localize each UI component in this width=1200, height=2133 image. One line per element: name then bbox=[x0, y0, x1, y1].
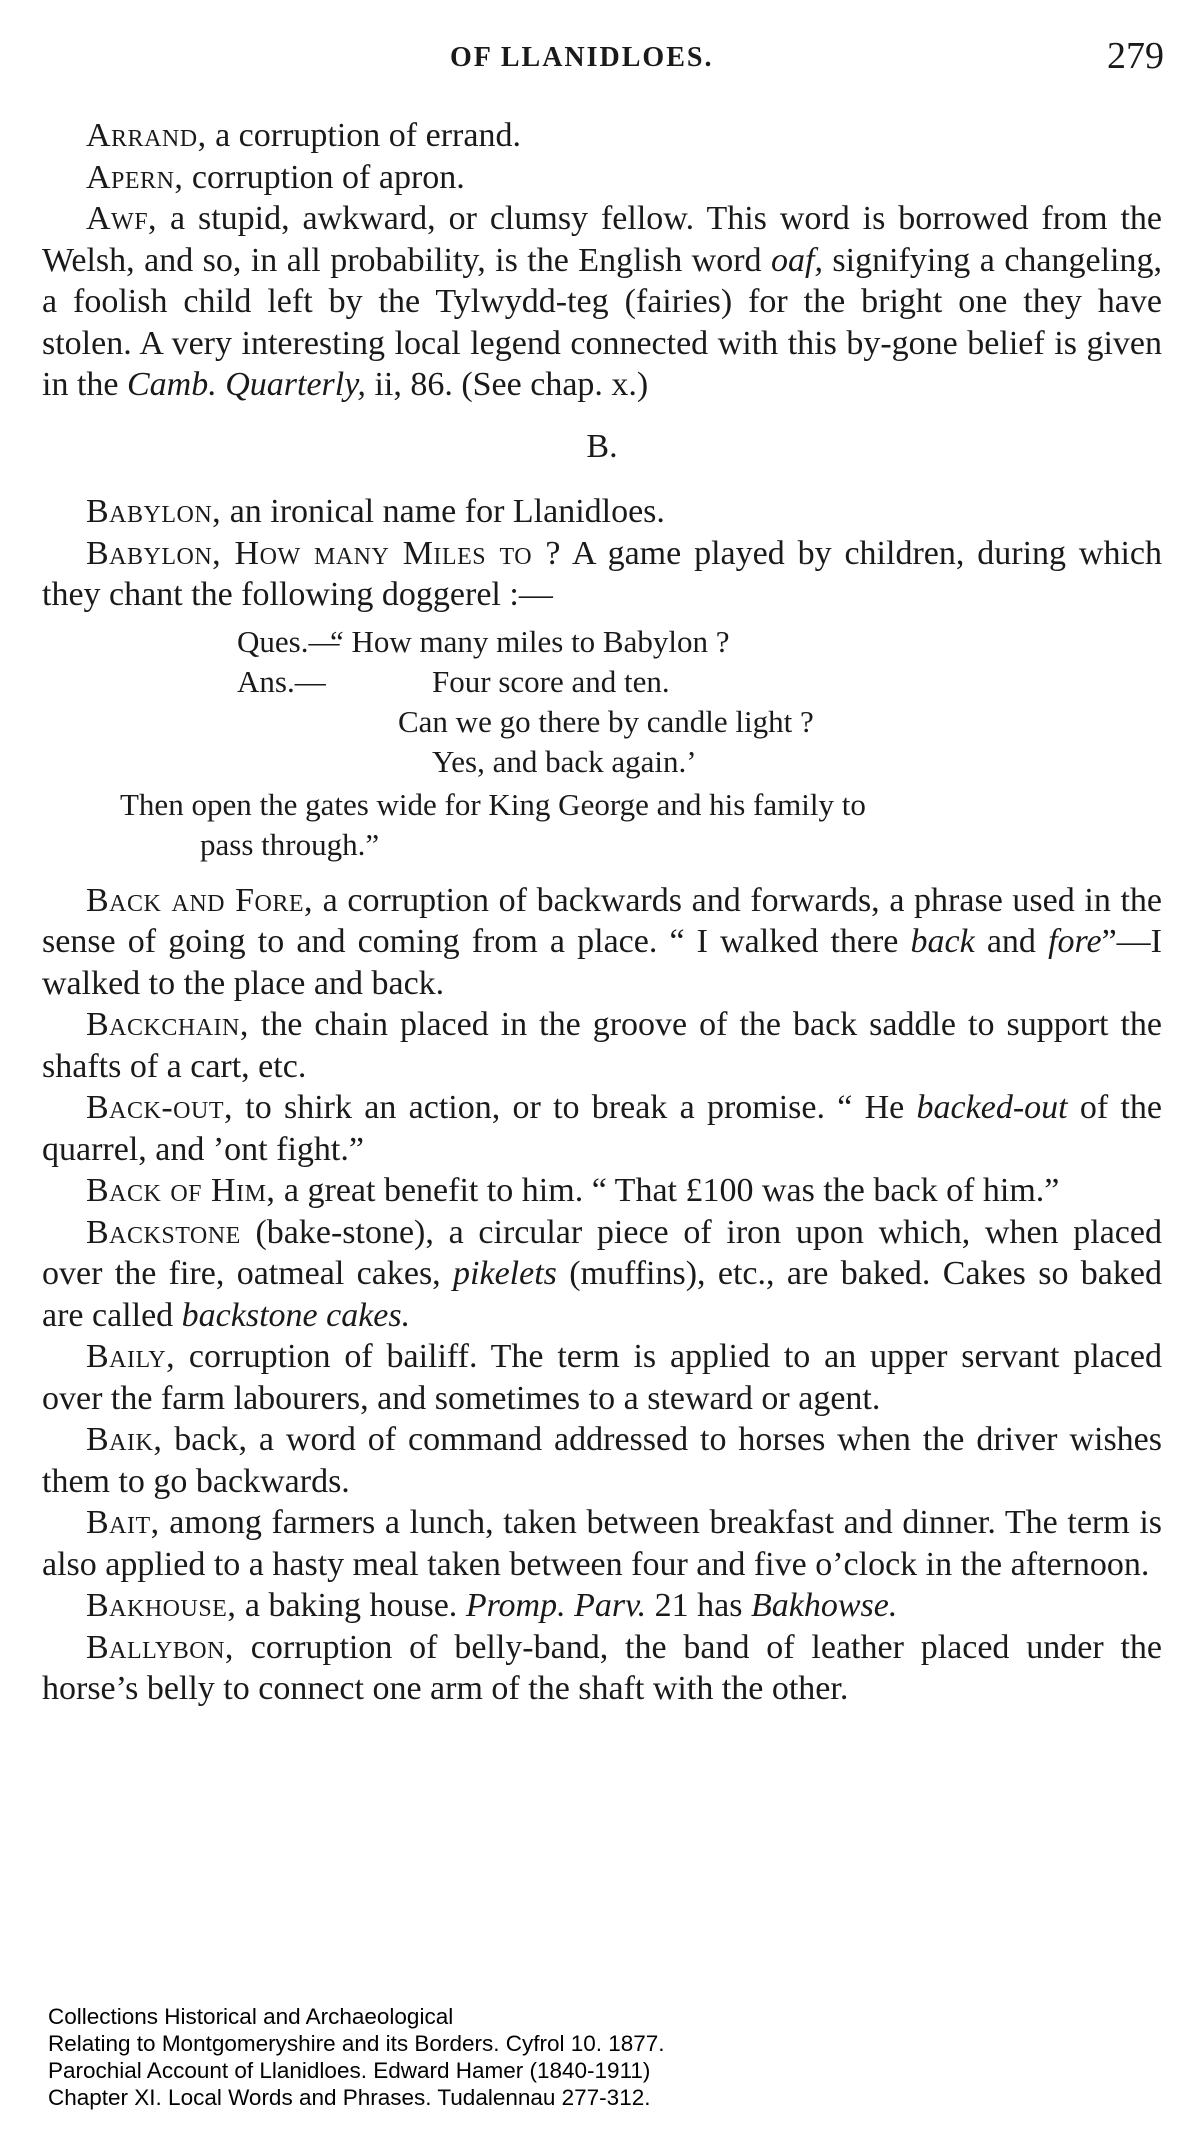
page-number: 279 bbox=[1107, 35, 1164, 77]
entry-babylon bbox=[42, 491, 1162, 533]
entry-backstone bbox=[42, 1212, 1162, 1337]
definition: corruption of belly-band, the band of leather placed under the horse’s belly to connect one arm of the shaft with the other. bbox=[42, 1628, 1162, 1707]
definition: a corruption of errand. bbox=[206, 117, 521, 154]
caption-line: Chapter XI. Local Words and Phrases. Tudalennau 277-312. bbox=[48, 2085, 651, 2110]
verse-line: pass through.” bbox=[200, 826, 380, 862]
definition: A game played by children, during which they chant the following doggerel :— bbox=[42, 534, 1162, 613]
verse-line: Then open the gates wide for King George and his family to bbox=[120, 786, 866, 822]
definition: an ironical name for Llanidloes. bbox=[221, 493, 665, 530]
headword: Apern, bbox=[86, 158, 184, 196]
italic-term: backed-out bbox=[916, 1089, 1068, 1126]
italic-term: fore bbox=[1048, 923, 1102, 960]
entry-awf bbox=[42, 198, 1162, 406]
definition: (muffins), etc., are baked. Cakes so baked are called bbox=[42, 1255, 1162, 1334]
headword: Baily, bbox=[86, 1338, 176, 1375]
entry-bait bbox=[42, 1502, 1162, 1585]
caption-line: Relating to Montgomeryshire and its Borders. Cyfrol 10. 1877. bbox=[48, 2031, 665, 2056]
entry-arrand bbox=[42, 115, 1162, 157]
italic-term: pikelets bbox=[453, 1255, 557, 1292]
definition: of the quarrel, and ’ont fight.” bbox=[42, 1089, 1163, 1168]
source-caption bbox=[48, 2003, 665, 2111]
definition: the chain placed in the groove of the back saddle to support the shafts of a cart, etc. bbox=[42, 1006, 1162, 1085]
definition: a great benefit to him. “ That £100 was the back of him.” bbox=[275, 1172, 1060, 1209]
definition: a corruption of backwards and forwards, a phrase used in the sense of going to and coming from a place. “ I walked there bbox=[42, 881, 1162, 960]
italic-term: Bakhowse. bbox=[751, 1587, 898, 1624]
headword: Arrand, bbox=[86, 117, 207, 154]
running-head-title: OF LLANIDLOES. bbox=[450, 42, 714, 73]
headword: Backstone bbox=[86, 1213, 241, 1251]
doggerel-verse bbox=[42, 622, 1162, 862]
headword: Back of Him, bbox=[86, 1172, 276, 1209]
entry-babylon-game bbox=[42, 533, 1162, 616]
caption-line: Parochial Account of Llanidloes. Edward Hamer (1840-1911) bbox=[48, 2058, 651, 2083]
headword: Awf, bbox=[86, 200, 158, 237]
definition: a baking house. bbox=[236, 1587, 466, 1624]
entry-ballybon bbox=[42, 1627, 1162, 1710]
definition: a stupid, awkward, or clumsy fellow. This word is borrowed from the Welsh, and so, in all probability, is the English word bbox=[42, 200, 1162, 279]
entry-backchain bbox=[42, 1004, 1162, 1087]
italic-citation: Camb. Quarterly, bbox=[126, 366, 366, 403]
verse-line: Yes, and back again.’ bbox=[432, 743, 697, 779]
headword: Bakhouse, bbox=[86, 1587, 237, 1624]
headword: Back and Fore, bbox=[86, 881, 314, 919]
entry-apern bbox=[42, 157, 1162, 199]
headword: Babylon, bbox=[86, 493, 222, 530]
definition: among farmers a lunch, taken between breakfast and dinner. The term is also applied to a hasty meal taken between four and five o’clock in the afternoon. bbox=[42, 1504, 1162, 1583]
definition: (bake-stone), a circular piece of iron upon which, when placed over the fire, oatmeal cakes, bbox=[42, 1213, 1162, 1292]
definition: to shirk an action, or to break a promise. “ He bbox=[233, 1089, 917, 1126]
verse-line: Can we go there by candle light ? bbox=[398, 703, 814, 739]
running-head bbox=[0, 30, 1200, 80]
italic-term: oaf, bbox=[771, 241, 823, 279]
verse-label-ans: Ans.— bbox=[237, 663, 326, 699]
verse-line: “ How many miles to Babylon ? bbox=[330, 623, 730, 659]
caption-line: Collections Historical and Archaeological bbox=[48, 2004, 454, 2029]
definition: corruption of apron. bbox=[183, 158, 465, 196]
glossary-body bbox=[42, 115, 1162, 1710]
entry-bakhouse bbox=[42, 1585, 1162, 1627]
definition: ”—I walked to the place and back. bbox=[42, 923, 1162, 1002]
definition: 21 has bbox=[646, 1587, 751, 1624]
headword: Bait, bbox=[86, 1504, 160, 1541]
entry-baily bbox=[42, 1336, 1162, 1419]
section-heading-b: B. bbox=[586, 427, 618, 465]
definition: back, a word of command addressed to horses when the driver wishes them to go backwards. bbox=[42, 1421, 1162, 1500]
headword: Ballybon, bbox=[86, 1628, 234, 1666]
entry-back-of-him bbox=[42, 1170, 1162, 1212]
entry-back-and-fore bbox=[42, 880, 1162, 1005]
definition: corruption of bailiff. The term is applied to an upper servant placed over the farm labourers, and sometimes to a steward or agent. bbox=[42, 1338, 1162, 1417]
headword: Back-out, bbox=[86, 1089, 233, 1126]
definition: signifying a changeling, a foolish child left by the Tylwydd-teg (fairies) for the bright one they have stolen. A very interesting local legend connected with this by-gone belief is given in the bbox=[42, 241, 1162, 403]
headword: Baik, bbox=[86, 1421, 163, 1458]
verse-line: Four score and ten. bbox=[432, 663, 670, 699]
headword: Babylon, How many Miles to ? bbox=[86, 534, 561, 572]
headword: Backchain, bbox=[86, 1006, 249, 1043]
entry-baik bbox=[42, 1419, 1162, 1502]
italic-term: back bbox=[910, 923, 975, 960]
italic-citation: Promp. Parv. bbox=[465, 1587, 647, 1624]
definition: ii, 86. (See chap. x.) bbox=[365, 366, 649, 403]
verse-label-ques: Ques.— bbox=[237, 623, 340, 659]
definition: and bbox=[974, 923, 1049, 960]
italic-term: backstone cakes. bbox=[181, 1296, 411, 1334]
entry-back-out bbox=[42, 1087, 1162, 1170]
